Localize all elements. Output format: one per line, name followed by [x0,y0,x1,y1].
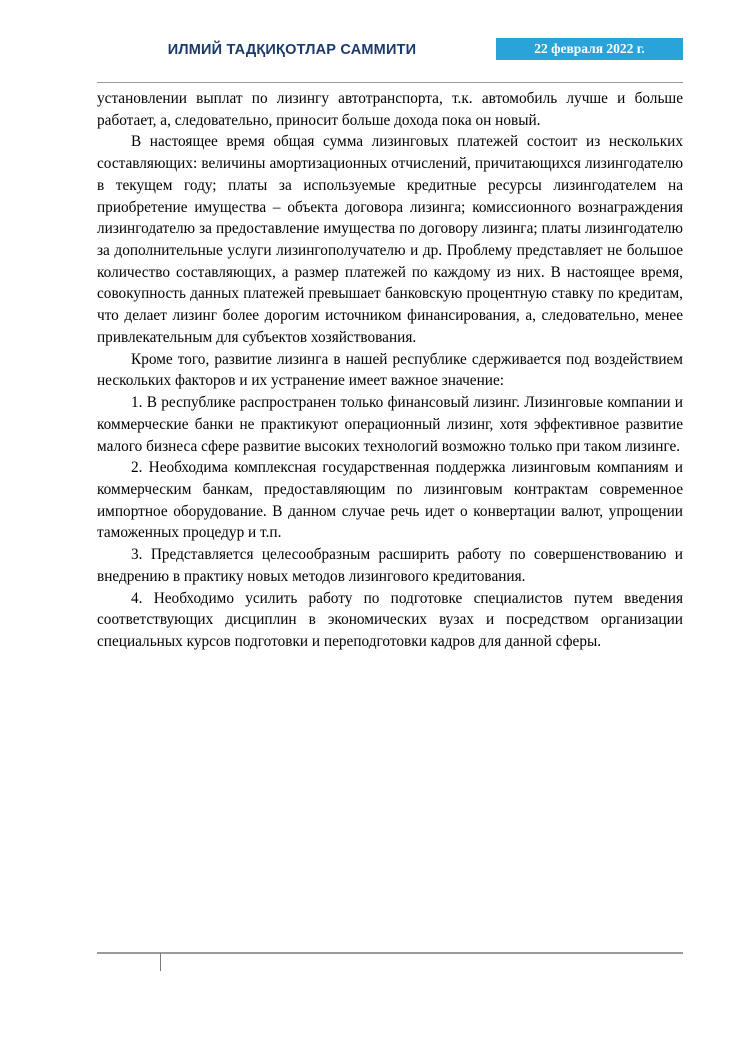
paragraph: 2. Необходима комплексная государственная поддержка лизинговым компаниям и коммерческим банкам, предоставляющим по лизинговым контрактам современное импортное оборудование. В данном случае речь идет о конвертации валют, упрощении таможенных процедур и т.п. [97,459,683,542]
header-title: ИЛМИЙ ТАДҚИҚОТЛАР САММИТИ [167,42,417,58]
header-date-badge: 22 февраля 2022 г. [496,38,683,60]
paragraph: Кроме того, развитие лизинга в нашей республике сдерживается под воздействием нескольких факторов и их устранение имеет важное значение: [97,350,683,390]
footer-divider [97,952,683,954]
paragraph: В настоящее время общая сумма лизинговых платежей состоит из нескольких составляющих: величины амортизационных отчислений, причитающихся лизингодателю в текущем году; платы за используемые кредитные ресурсы лизингодателем на приобретение имущества – объекта договора лизинга; комиссионного вознаграждения лизингодателю за предоставление имущества по договору лизинга; платы лизингодателю за дополнительные услуги лизингополучателю и др. Проблему представляет не большое количество составляющих, а размер платежей по каждому из них. В настоящее время, совокупность данных платежей превышает банковскую процентную ставку по кредитам, что делает лизинг более дорогим источником финансирования, а, следовательно, менее привлекательным для субъектов хозяйствования. [97,133,683,346]
paragraph: 3. Представляется целесообразным расширить работу по совершенствованию и внедрению в практику новых методов лизингового кредитования. [97,546,683,585]
paragraph: 4. Необходимо усилить работу по подготовке специалистов путем введения соответствующих дисциплин в экономических вузах и посредством организации специальных курсов подготовки и переподготовки кадров для данной сферы. [97,589,683,650]
document-body [97,88,683,653]
header-divider [97,82,683,83]
paragraph: 1. В республике распространен только финансовый лизинг. Лизинговые компании и коммерческие банки не практикуют операционный лизинг, хотя эффективное развитие малого бизнеса сфере развитие высоких технологий возможно только при таком лизинге. [97,394,683,455]
footer-tick-mark [160,953,161,971]
page-header [97,38,683,70]
paragraph: установлении выплат по лизингу автотранспорта, т.к. автомобиль лучше и больше работает, а, следовательно, приносит больше дохода пока он новый. [97,90,683,129]
